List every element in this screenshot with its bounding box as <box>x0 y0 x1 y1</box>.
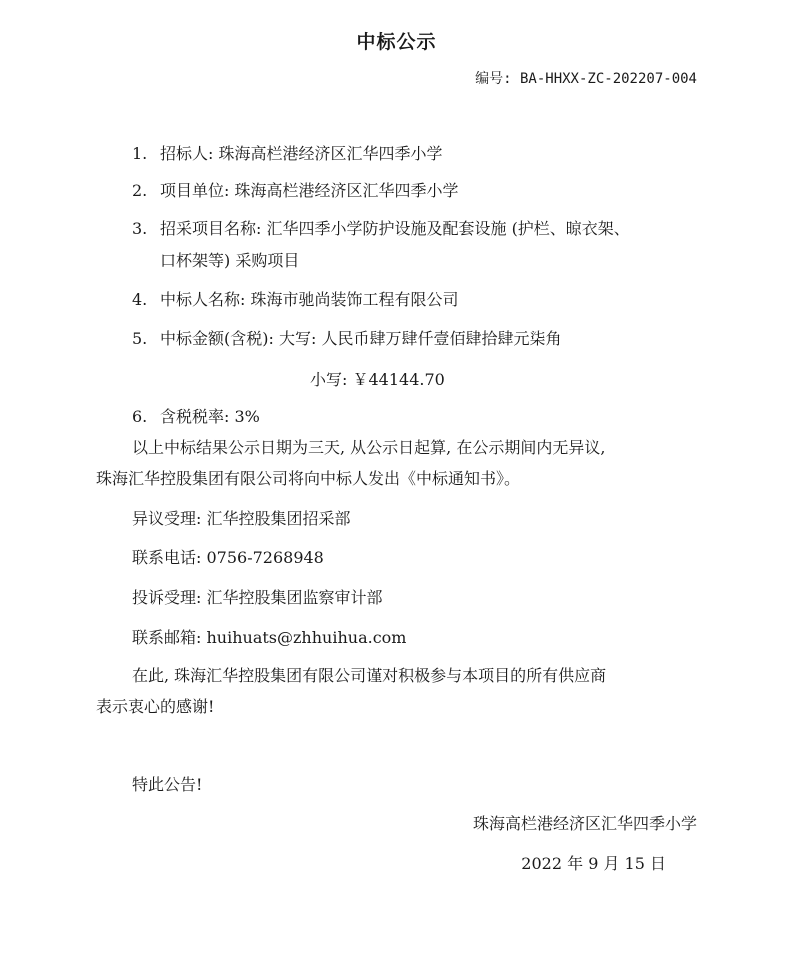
item-number: 5. <box>132 329 148 348</box>
closing-text: 特此公告! <box>132 775 203 794</box>
thanks-line-2: 表示衷心的感谢! <box>96 697 215 716</box>
notice-line-1: 以上中标结果公示日期为三天, 从公示日起算, 在公示期间内无异议, <box>132 438 606 457</box>
notice-line-2: 珠海汇华控股集团有限公司将向中标人发出《中标通知书》。 <box>96 469 521 488</box>
signature: 珠海高栏港经济区汇华四季小学 <box>472 814 697 833</box>
item-number: 6. <box>132 407 148 426</box>
item-number: 4. <box>132 290 148 309</box>
item-text: 招采项目名称: 汇华四季小学防护设施及配套设施 (护栏、晾衣架、 <box>160 219 630 238</box>
item-text: 中标金额(含税): 大写: 人民币肆万肆仟壹佰肆拾肆元柒角 <box>160 329 562 348</box>
item-6 <box>132 409 260 425</box>
amount-small: 小写: ￥44144.70 <box>310 370 445 389</box>
item-1 <box>132 146 442 162</box>
item-number: 1. <box>132 144 148 163</box>
complaint-contact: 投诉受理: 汇华控股集团监察审计部 <box>132 588 383 607</box>
item-5 <box>132 331 561 347</box>
item-text: 含税税率: 3% <box>160 407 260 426</box>
document-number: 编号: BA-HHXX-ZC-202207-004 <box>475 71 697 87</box>
item-text: 项目单位: 珠海高栏港经济区汇华四季小学 <box>160 181 459 200</box>
item-text: 招标人: 珠海高栏港经济区汇华四季小学 <box>160 144 443 163</box>
objection-contact: 异议受理: 汇华控股集团招采部 <box>132 509 351 528</box>
item-number: 3. <box>132 219 148 238</box>
email-contact: 联系邮箱: huihuats@zhhuihua.com <box>132 628 407 647</box>
phone-contact: 联系电话: 0756-7268948 <box>132 548 324 567</box>
item-number: 2. <box>132 181 148 200</box>
item-3-continuation: 口杯架等) 采购项目 <box>160 251 300 270</box>
thanks-line-1: 在此, 珠海汇华控股集团有限公司谨对积极参与本项目的所有供应商 <box>132 666 607 685</box>
item-2 <box>132 183 458 199</box>
page-title: 中标公示 <box>356 31 437 53</box>
item-4 <box>132 292 458 308</box>
item-text: 中标人名称: 珠海市驰尚装饰工程有限公司 <box>160 290 459 309</box>
item-3 <box>132 221 630 237</box>
date: 2022 年 9 月 15 日 <box>521 854 666 873</box>
